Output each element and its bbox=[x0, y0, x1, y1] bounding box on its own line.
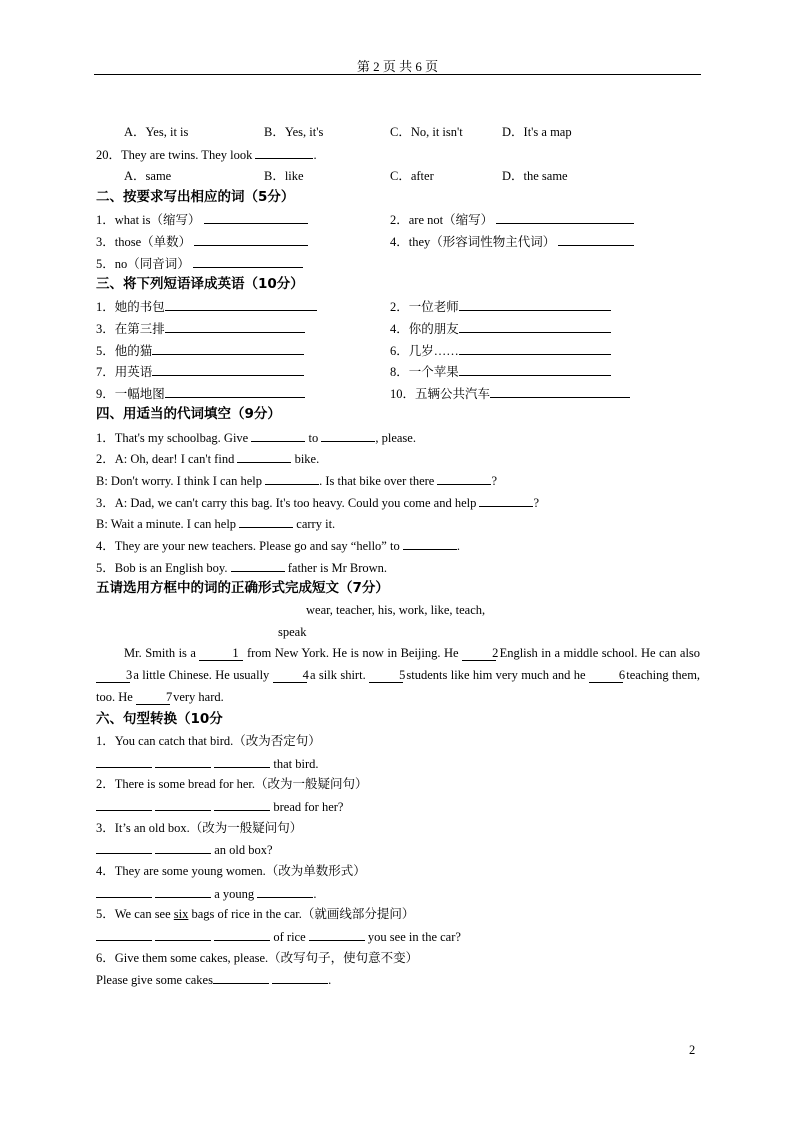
sec6-a1: that bird. bbox=[96, 755, 319, 772]
cloze-passage: Mr. Smith is a 1 from New York. He is now in Beijing. He 2 English in a middle school. He can also 3 a little Chinese. He usually 4 a silk shirt. 5 students like him very much and he 6 teaching them, too. He 7 very hard. bbox=[96, 646, 701, 704]
sec6-a2: bread for her? bbox=[96, 798, 343, 815]
word-box-line-1: wear, teacher, his, work, like, teach, bbox=[306, 603, 486, 617]
sec3-item-2: 2．一位老师 bbox=[390, 298, 611, 315]
sec3-item-6: 6．几岁…… bbox=[390, 342, 611, 359]
sec6-q3: 3．It’s an old box.（改为一般疑问句） bbox=[96, 821, 303, 835]
section-6-title: 六、句型转换（10分 bbox=[96, 711, 223, 727]
header-divider bbox=[94, 74, 701, 75]
sec4-line-6: 4．They are your new teachers. Please go and say “hello” to . bbox=[96, 539, 460, 553]
sec3-item-8: 8．一个苹果 bbox=[390, 363, 611, 380]
sec4-line-5: B: Wait a minute. I can help carry it. bbox=[96, 517, 336, 531]
section-4-title: 四、用适当的代词填空（9分） bbox=[96, 406, 281, 422]
q19-option-a: A．Yes, it is bbox=[124, 125, 189, 139]
sec4-line-4: 3．A: Dad, we can't carry this bag. It's too heavy. Could you come and help ? bbox=[96, 496, 540, 510]
q19-option-c: C．No, it isn't bbox=[390, 125, 463, 139]
q20-option-b: B．like bbox=[264, 169, 304, 183]
sec6-a6: Please give some cakes . bbox=[96, 973, 332, 987]
sec2-item-1: 1．what is（缩写） bbox=[96, 211, 308, 228]
page-number: 2 bbox=[689, 1043, 696, 1057]
sec3-item-4: 4．你的朋友 bbox=[390, 320, 611, 337]
q20-stem: 20．They are twins. They look . bbox=[96, 148, 317, 162]
section-3-title: 三、将下列短语译成英语（10分） bbox=[96, 276, 304, 292]
sec4-line-1: 1．That's my schoolbag. Give to , please. bbox=[96, 431, 416, 445]
cloze-blank-4: 4 bbox=[273, 668, 307, 683]
cloze-blank-3: 3 bbox=[96, 668, 130, 683]
sec3-item-3: 3．在第三排 bbox=[96, 320, 305, 337]
section-2-title: 二、按要求写出相应的词（5分） bbox=[96, 189, 295, 205]
cloze-blank-2: 2 bbox=[462, 646, 496, 661]
sec2-item-4: 4．they（形容词性物主代词） bbox=[390, 233, 634, 250]
q19-option-b: B．Yes, it's bbox=[264, 125, 324, 139]
sec3-item-1: 1．她的书包 bbox=[96, 298, 317, 315]
sec6-q2: 2．There is some bread for her.（改为一般疑问句） bbox=[96, 777, 368, 791]
sec6-a5: of rice you see in the car? bbox=[96, 928, 461, 945]
cloze-blank-6: 6 bbox=[589, 668, 623, 683]
sec6-a3: an old box? bbox=[96, 841, 273, 858]
cloze-blank-1: 1 bbox=[199, 646, 243, 661]
sec3-item-10: 10．五辆公共汽车 bbox=[390, 385, 630, 402]
section-5-title: 五请选用方框中的词的正确形式完成短文（7分） bbox=[96, 580, 389, 596]
sec6-q6: 6．Give them some cakes, please.（改写句子，使句意不变） bbox=[96, 951, 419, 965]
cloze-blank-5: 5 bbox=[369, 668, 403, 683]
q20-option-a: A．same bbox=[124, 169, 172, 183]
sec2-item-3: 3．those（单数） bbox=[96, 233, 308, 250]
sec6-q1: 1．You can catch that bird.（改为否定句） bbox=[96, 734, 321, 748]
sec2-item-5: 5．no（同音词） bbox=[96, 255, 303, 272]
sec6-q4: 4．They are some young women.（改为单数形式） bbox=[96, 864, 366, 878]
sec6-q5: 5．We can see six bags of rice in the car.（就画线部分提问） bbox=[96, 907, 415, 921]
sec4-line-7: 5．Bob is an English boy. father is Mr Brown. bbox=[96, 561, 388, 575]
sec3-item-9: 9．一幅地图 bbox=[96, 385, 305, 402]
sec6-a4: a young . bbox=[96, 885, 316, 902]
word-box-line-2: speak bbox=[278, 625, 307, 639]
sec4-line-3: B: Don't worry. I think I can help . Is that bike over there ? bbox=[96, 474, 498, 488]
q19-option-d: D．It's a map bbox=[502, 125, 572, 139]
q20-option-c: C．after bbox=[390, 169, 434, 183]
page-header: 第 2 页 共 6 页 bbox=[356, 59, 439, 74]
sec3-item-7: 7．用英语 bbox=[96, 363, 304, 380]
sec2-item-2: 2．are not（缩写） bbox=[390, 211, 634, 228]
sec4-line-2: 2．A: Oh, dear! I can't find bike. bbox=[96, 452, 320, 466]
q20-option-d: D．the same bbox=[502, 169, 568, 183]
underlined-word: six bbox=[173, 907, 189, 921]
sec3-item-5: 5．他的猫 bbox=[96, 342, 304, 359]
cloze-blank-7: 7 bbox=[136, 690, 170, 705]
